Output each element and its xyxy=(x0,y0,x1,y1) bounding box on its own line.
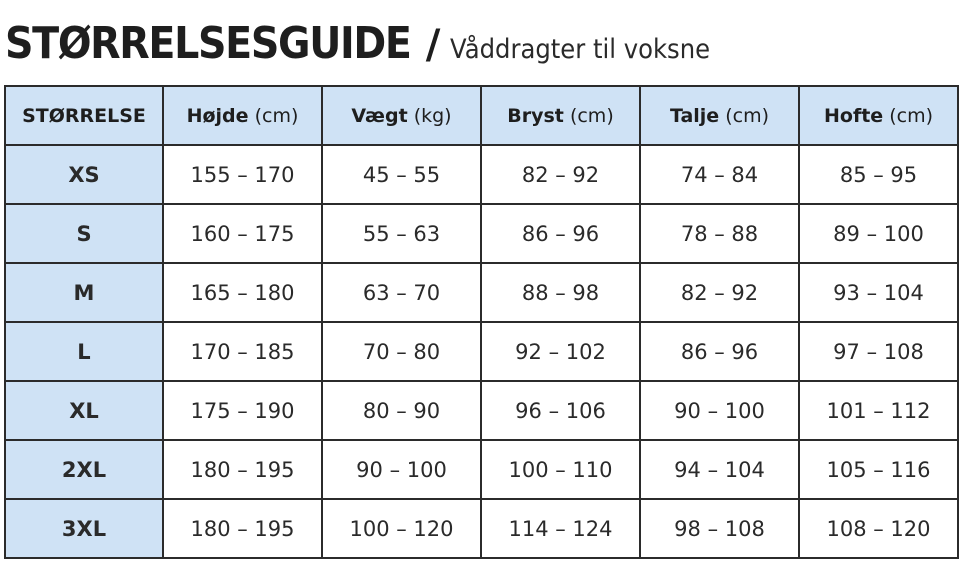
table-cell: 105 – 116 xyxy=(799,440,958,499)
header-label: Talje xyxy=(669,104,720,127)
table-cell: 63 – 70 xyxy=(322,263,481,322)
size-cell: L xyxy=(5,322,163,381)
table-cell: 82 – 92 xyxy=(481,145,640,204)
table-cell: 93 – 104 xyxy=(799,263,958,322)
table-cell: 90 – 100 xyxy=(322,440,481,499)
table-cell: 180 – 195 xyxy=(163,499,322,558)
table-cell: 86 – 96 xyxy=(640,322,799,381)
header-label: Højde xyxy=(186,104,249,127)
title-separator: / xyxy=(425,22,441,68)
size-cell: XL xyxy=(5,381,163,440)
table-cell: 180 – 195 xyxy=(163,440,322,499)
table-row xyxy=(5,499,958,558)
table-cell: 70 – 80 xyxy=(322,322,481,381)
header-unit: (cm) xyxy=(569,104,614,127)
table-cell: 155 – 170 xyxy=(163,145,322,204)
table-cell: 96 – 106 xyxy=(481,381,640,440)
header-weight xyxy=(322,86,481,145)
page-title xyxy=(5,18,739,74)
size-cell: S xyxy=(5,204,163,263)
table-cell: 114 – 124 xyxy=(481,499,640,558)
table-cell: 98 – 108 xyxy=(640,499,799,558)
header-height xyxy=(163,86,322,145)
header-size xyxy=(5,86,163,145)
table-row xyxy=(5,322,958,381)
title-subtitle: Våddragter til voksne xyxy=(450,34,711,65)
size-guide-table xyxy=(4,85,959,559)
header-label: STØRRELSE xyxy=(22,104,146,127)
table-cell: 80 – 90 xyxy=(322,381,481,440)
header-waist xyxy=(640,86,799,145)
table-row xyxy=(5,263,958,322)
header-unit: (kg) xyxy=(413,104,452,127)
table-cell: 100 – 110 xyxy=(481,440,640,499)
table-row xyxy=(5,145,958,204)
header-row xyxy=(5,86,958,145)
header-unit: (cm) xyxy=(254,104,299,127)
table-cell: 90 – 100 xyxy=(640,381,799,440)
header-unit: (cm) xyxy=(889,104,934,127)
table-cell: 92 – 102 xyxy=(481,322,640,381)
table-cell: 74 – 84 xyxy=(640,145,799,204)
table-row xyxy=(5,440,958,499)
size-cell: XS xyxy=(5,145,163,204)
size-cell: 2XL xyxy=(5,440,163,499)
size-cell: 3XL xyxy=(5,499,163,558)
table-cell: 78 – 88 xyxy=(640,204,799,263)
table-cell: 101 – 112 xyxy=(799,381,958,440)
table-cell: 108 – 120 xyxy=(799,499,958,558)
table-cell: 85 – 95 xyxy=(799,145,958,204)
table-cell: 97 – 108 xyxy=(799,322,958,381)
table-cell: 94 – 104 xyxy=(640,440,799,499)
header-label: Hofte xyxy=(823,104,884,127)
table-cell: 100 – 120 xyxy=(322,499,481,558)
table-cell: 170 – 185 xyxy=(163,322,322,381)
table-cell: 89 – 100 xyxy=(799,204,958,263)
header-hip xyxy=(799,86,958,145)
header-label: Vægt xyxy=(351,104,408,127)
table-cell: 88 – 98 xyxy=(481,263,640,322)
table-cell: 86 – 96 xyxy=(481,204,640,263)
table-cell: 55 – 63 xyxy=(322,204,481,263)
table-cell: 175 – 190 xyxy=(163,381,322,440)
table-row xyxy=(5,381,958,440)
title-main: STØRRELSESGUIDE xyxy=(5,18,411,69)
header-chest xyxy=(481,86,640,145)
size-cell: M xyxy=(5,263,163,322)
table-row xyxy=(5,204,958,263)
table-cell: 82 – 92 xyxy=(640,263,799,322)
table-cell: 45 – 55 xyxy=(322,145,481,204)
header-unit: (cm) xyxy=(725,104,770,127)
table-cell: 160 – 175 xyxy=(163,204,322,263)
header-label: Bryst xyxy=(507,104,564,127)
table-cell: 165 – 180 xyxy=(163,263,322,322)
